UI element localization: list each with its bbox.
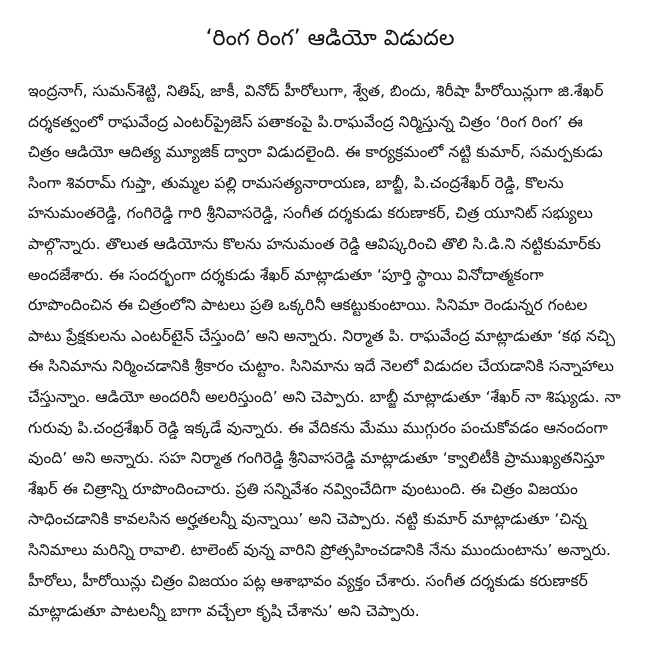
article-line: హీరోలు, హీరోయిన్లు చిత్రం విజయం పట్ల ఆశాభావం వ్యక్తం చేశారు. సంగీత దర్శకుడు కరుణాకర్ [28, 571, 588, 590]
article-line: దర్శకత్వంలో రాఘవేంద్ర ఎంటర్‌ప్రైజెస్ పతాకంపై పి.రాఘవేంద్ర నిర్మిస్తున్న చిత్రం ‘రింగ రింగ’ ఈ [28, 112, 583, 131]
article-line: వుంది’ అని అన్నారు. సహ నిర్మాత గంగిరెడ్డి శ్రీనివాసరెడ్డి మాట్లాడుతూ ‘క్వాలిటీకి ప్రాముఖ్యతనిస్తూ [28, 449, 605, 468]
article-line: సాధించడానికి కావలసిన అర్హతలన్నీ వున్నాయి’ అని చెప్పారు. నట్టి కుమార్ మాట్లాడుతూ ‘చిన్న [28, 510, 587, 529]
article-line: సినిమాలు మరిన్ని రావాలి. టాలెంట్ వున్న వారిని ప్రోత్సహించడానికి నేను ముందుంటాను’ అన్నారు. [28, 540, 611, 559]
article-body [28, 76, 632, 627]
article-line: హనుమంతరెడ్డి, గంగిరెడ్డి గారి శ్రీనివాసరెడ్డి, సంగీత దర్శకుడు కరుణాకర్, చిత్ర యూనిట్ సభ్యులు [28, 204, 593, 223]
article-line: గురువు పి.చంద్రశేఖర్ రెడ్డి ఇక్కడే వున్నారు. ఈ వేదికను మేము ముగ్గురం పంచుకోవడం ఆనందంగా [28, 418, 608, 437]
article-title: ‘రింగ రింగ’ ఆడియో విడుదల [205, 26, 455, 51]
article-line: రూపొందించిన ఈ చిత్రంలోని పాటలు ప్రతి ఒక్కరినీ ఆకట్టుకుంటాయి. సినిమా రెండున్నర గంటల [28, 296, 588, 315]
article-line: పాల్గొన్నారు. తొలుత ఆడియోను కొలను హనుమంత రెడ్డి ఆవిష్కరించి తొలి సి.డి.ని నట్టికుమార్‌కు [28, 234, 601, 253]
article-line: చేస్తున్నాం. ఆడియో అందరినీ అలరిస్తుంది’ అని చెప్పారు. బాబ్జీ మాట్లాడుతూ ‘శేఖర్ నా శిష్యుడు. నా [28, 387, 621, 406]
article-line: ఈ సినిమాను నిర్మించడానికి శ్రీకారం చుట్టాం. సినిమాను ఇదే నెలలో విడుదల చేయడానికి సన్నాహాలు [28, 357, 614, 376]
article-line: శేఖర్ ఈ చిత్రాన్ని రూపొందించారు. ప్రతి సన్నివేశం నవ్వించేదిగా వుంటుంది. ఈ చిత్రం విజయం [28, 479, 578, 498]
article-line: పాటు ప్రేక్షకులను ఎంటర్‌టైన్ చేస్తుంది’ అని అన్నారు. నిర్మాత పి. రాఘవేంద్ర మాట్లాడుతూ ‘కథ నచ్చి [28, 326, 615, 345]
article-line: ఇంద్రనాగ్, సుమన్‌శెట్టి, నితిష్, జాకీ, వినోద్ హీరోలుగా, శ్వేత, బిందు, శిరీషా హీరోయిన్లుగా జి.శేఖర్ [28, 82, 604, 100]
article-line: సింగా శివరామ్ గుప్తా, తుమ్మల పల్లి రామసత్యనారాయణ, బాబ్జీ, పి.చంద్రశేఖర్ రెడ్డి, కొలను [28, 173, 564, 192]
article-line: చిత్రం ఆడియో ఆదిత్య మ్యూజిక్ ద్వారా విడుదలైంది. ఈ కార్యక్రమంలో నట్టి కుమార్, సమర్పకుడు [28, 143, 603, 162]
article-line: అందజేశారు. ఈ సందర్భంగా దర్శకుడు శేఖర్ మాట్లాడుతూ ‘పూర్తి స్థాయి వినోదాత్మకంగా [28, 265, 544, 284]
article-line: మాట్లాడుతూ పాటలన్నీ బాగా వచ్చేలా కృషి చేశాను’ అని చెప్పారు. [28, 602, 420, 621]
